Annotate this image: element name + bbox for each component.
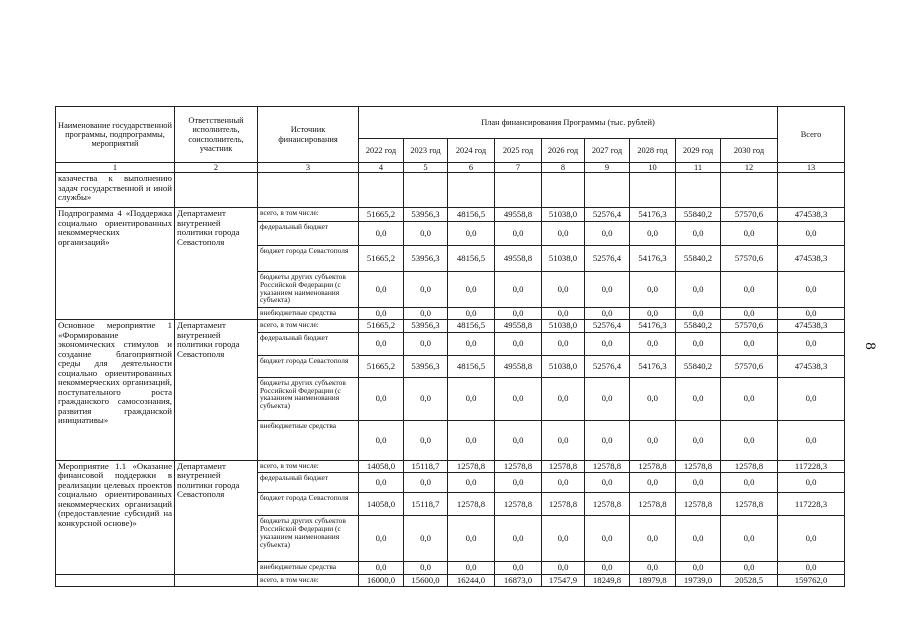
empty-cell	[778, 173, 845, 208]
year-value: 51038,0	[542, 208, 585, 222]
funding-source: всего, в том числе:	[258, 208, 359, 222]
year-value: 12578,8	[676, 460, 721, 472]
year-value: 57570,6	[721, 246, 778, 272]
year-value: 0,0	[585, 308, 630, 320]
empty-cell	[495, 173, 542, 208]
year-value: 54176,3	[630, 246, 676, 272]
header-responsible: Ответственный исполнитель, соисполнитель, участник	[175, 107, 258, 163]
year-value: 0,0	[359, 516, 404, 562]
header-year: 2029 год	[676, 139, 721, 163]
year-value: 0,0	[448, 222, 495, 246]
year-value: 49558,8	[495, 208, 542, 222]
year-value: 51038,0	[542, 246, 585, 272]
year-value: 0,0	[448, 332, 495, 355]
year-value: 0,0	[630, 308, 676, 320]
year-value: 15118,7	[404, 493, 448, 516]
funding-source: внебюджетные средства	[258, 420, 359, 460]
year-value: 0,0	[495, 272, 542, 308]
year-value: 20528,5	[721, 574, 778, 586]
year-value: 0,0	[495, 516, 542, 562]
year-value: 0,0	[630, 272, 676, 308]
year-value: 15118,7	[404, 460, 448, 472]
year-value: 51665,2	[359, 246, 404, 272]
empty-cell	[175, 574, 258, 586]
year-value: 53956,3	[404, 246, 448, 272]
year-value: 0,0	[542, 332, 585, 355]
header-source: Источник финансирования	[258, 107, 359, 163]
empty-cell	[630, 173, 676, 208]
responsible-executor: Департамент внутренней политики города Севастополя	[175, 320, 258, 460]
year-value: 0,0	[495, 562, 542, 574]
year-value: 57570,6	[721, 355, 778, 377]
year-value: 0,0	[542, 516, 585, 562]
year-value: 0,0	[630, 516, 676, 562]
column-index: 4	[359, 163, 404, 173]
total-value: 0,0	[778, 222, 845, 246]
year-value: 0,0	[404, 308, 448, 320]
total-value: 474538,3	[778, 320, 845, 332]
year-value: 54176,3	[630, 320, 676, 332]
year-value: 12578,8	[585, 493, 630, 516]
column-index: 7	[495, 163, 542, 173]
year-value: 54176,3	[630, 355, 676, 377]
year-value: 12578,8	[448, 460, 495, 472]
year-value: 0,0	[359, 377, 404, 420]
year-value: 0,0	[630, 562, 676, 574]
column-index: 2	[175, 163, 258, 173]
empty-cell	[404, 173, 448, 208]
year-value: 0,0	[359, 222, 404, 246]
year-value: 0,0	[676, 272, 721, 308]
empty-cell	[721, 173, 778, 208]
financing-table	[55, 106, 845, 587]
year-value: 0,0	[585, 516, 630, 562]
funding-source: бюджеты других субъектов Российской Федерации (с указанием наименования субъекта)	[258, 516, 359, 562]
table-row	[56, 460, 845, 472]
header-plan: План финансирования Программы (тыс. рублей)	[359, 107, 778, 139]
empty-cell	[448, 173, 495, 208]
year-value: 49558,8	[495, 320, 542, 332]
header-year: 2028 год	[630, 139, 676, 163]
table-row	[56, 320, 845, 332]
total-value: 159762,0	[778, 574, 845, 586]
year-value: 12578,8	[721, 493, 778, 516]
year-value: 53956,3	[404, 208, 448, 222]
funding-source: всего, в том числе:	[258, 460, 359, 472]
year-value: 55840,2	[676, 246, 721, 272]
year-value: 0,0	[721, 562, 778, 574]
total-value: 117228,3	[778, 460, 845, 472]
header-year: 2023 год	[404, 139, 448, 163]
empty-cell	[175, 173, 258, 208]
total-value: 0,0	[778, 420, 845, 460]
funding-source: бюджеты других субъектов Российской Федерации (с указанием наименования субъекта)	[258, 377, 359, 420]
year-value: 0,0	[404, 272, 448, 308]
year-value: 16244,0	[448, 574, 495, 586]
year-value: 18249,8	[585, 574, 630, 586]
program-name: Основное мероприятие 1 «Формирование экономических стимулов и создание благоприятной среды для деятельности социально ориентированных некоммерческих организаций, поступательного роста гражданского самосознания, развития гражданской инициативы»	[56, 320, 175, 460]
year-value: 0,0	[721, 473, 778, 493]
table-row	[56, 574, 845, 586]
year-value: 0,0	[404, 562, 448, 574]
year-value: 14058,0	[359, 460, 404, 472]
year-value: 0,0	[676, 222, 721, 246]
year-value: 12578,8	[721, 460, 778, 472]
year-value: 18979,8	[630, 574, 676, 586]
funding-source: бюджет города Севастополя	[258, 246, 359, 272]
carryover-name: казачества к выполнению задач государственной и иной службы»	[56, 173, 175, 208]
year-value: 0,0	[448, 562, 495, 574]
year-value: 0,0	[404, 420, 448, 460]
year-value: 0,0	[630, 222, 676, 246]
year-value: 15600,0	[404, 574, 448, 586]
year-value: 0,0	[542, 473, 585, 493]
funding-source: внебюджетные средства	[258, 562, 359, 574]
year-value: 0,0	[721, 377, 778, 420]
header-year: 2027 год	[585, 139, 630, 163]
funding-source: внебюджетные средства	[258, 308, 359, 320]
year-value: 55840,2	[676, 208, 721, 222]
year-value: 54176,3	[630, 208, 676, 222]
total-value: 0,0	[778, 473, 845, 493]
year-value: 0,0	[630, 473, 676, 493]
funding-source: всего, в том числе:	[258, 574, 359, 586]
year-value: 51665,2	[359, 208, 404, 222]
year-value: 0,0	[404, 473, 448, 493]
year-value: 0,0	[585, 272, 630, 308]
year-value: 0,0	[542, 272, 585, 308]
year-value: 0,0	[542, 308, 585, 320]
funding-source: федеральный бюджет	[258, 222, 359, 246]
year-value: 49558,8	[495, 355, 542, 377]
table-row	[56, 208, 845, 222]
year-value: 0,0	[542, 377, 585, 420]
year-value: 0,0	[448, 473, 495, 493]
year-value: 12578,8	[676, 493, 721, 516]
program-name: Мероприятие 1.1 «Оказание финансовой поддержки в реализации целевых проектов социально ориентированных некоммерческих организаций (предоставление субсидий на конкурсной основе)»	[56, 460, 175, 574]
responsible-executor: Департамент внутренней политики города Севастополя	[175, 460, 258, 574]
year-value: 48156,5	[448, 355, 495, 377]
total-value: 0,0	[778, 272, 845, 308]
year-value: 0,0	[630, 377, 676, 420]
header-year: 2025 год	[495, 139, 542, 163]
year-value: 0,0	[359, 332, 404, 355]
year-value: 52576,4	[585, 208, 630, 222]
column-index: 1	[56, 163, 175, 173]
empty-cell	[258, 173, 359, 208]
year-value: 0,0	[676, 377, 721, 420]
year-value: 0,0	[721, 272, 778, 308]
year-value: 0,0	[448, 308, 495, 320]
year-value: 48156,5	[448, 246, 495, 272]
year-value: 0,0	[630, 420, 676, 460]
funding-source: всего, в том числе:	[258, 320, 359, 332]
year-value: 55840,2	[676, 320, 721, 332]
year-value: 51038,0	[542, 355, 585, 377]
header-year: 2030 год	[721, 139, 778, 163]
year-value: 12578,8	[495, 493, 542, 516]
year-value: 12578,8	[495, 460, 542, 472]
year-value: 48156,5	[448, 320, 495, 332]
column-index: 5	[404, 163, 448, 173]
column-index: 13	[778, 163, 845, 173]
column-index: 3	[258, 163, 359, 173]
total-value: 0,0	[778, 516, 845, 562]
funding-source: бюджет города Севастополя	[258, 355, 359, 377]
year-value: 0,0	[721, 420, 778, 460]
funding-source: федеральный бюджет	[258, 473, 359, 493]
year-value: 0,0	[495, 308, 542, 320]
year-value: 12578,8	[585, 460, 630, 472]
year-value: 0,0	[676, 420, 721, 460]
year-value: 0,0	[585, 562, 630, 574]
table-row	[56, 173, 845, 208]
total-value: 0,0	[778, 562, 845, 574]
year-value: 0,0	[585, 420, 630, 460]
total-value: 474538,3	[778, 246, 845, 272]
year-value: 0,0	[676, 332, 721, 355]
year-value: 0,0	[359, 473, 404, 493]
year-value: 0,0	[721, 308, 778, 320]
column-index: 6	[448, 163, 495, 173]
year-value: 0,0	[721, 332, 778, 355]
empty-cell	[359, 173, 404, 208]
year-value: 0,0	[448, 516, 495, 562]
total-value: 0,0	[778, 332, 845, 355]
year-value: 52576,4	[585, 320, 630, 332]
year-value: 0,0	[359, 308, 404, 320]
year-value: 57570,6	[721, 320, 778, 332]
year-value: 53956,3	[404, 355, 448, 377]
empty-cell	[542, 173, 585, 208]
column-index: 8	[542, 163, 585, 173]
year-value: 0,0	[495, 377, 542, 420]
year-value: 52576,4	[585, 246, 630, 272]
year-value: 0,0	[721, 222, 778, 246]
year-value: 55840,2	[676, 355, 721, 377]
year-value: 57570,6	[721, 208, 778, 222]
year-value: 0,0	[585, 473, 630, 493]
funding-source: федеральный бюджет	[258, 332, 359, 355]
year-value: 0,0	[585, 377, 630, 420]
year-value: 0,0	[404, 332, 448, 355]
year-value: 0,0	[495, 332, 542, 355]
year-value: 0,0	[404, 377, 448, 420]
year-value: 51665,2	[359, 320, 404, 332]
year-value: 12578,8	[630, 460, 676, 472]
year-value: 14058,0	[359, 493, 404, 516]
empty-cell	[56, 574, 175, 586]
column-index: 10	[630, 163, 676, 173]
year-value: 0,0	[676, 516, 721, 562]
year-value: 0,0	[542, 222, 585, 246]
year-value: 0,0	[721, 516, 778, 562]
year-value: 19739,0	[676, 574, 721, 586]
total-value: 474538,3	[778, 208, 845, 222]
year-value: 0,0	[542, 420, 585, 460]
year-value: 12578,8	[448, 493, 495, 516]
header-name: Наименование государственной программы, подпрограммы, мероприятий	[56, 107, 175, 163]
year-value: 0,0	[495, 222, 542, 246]
responsible-executor: Департамент внутренней политики города Севастополя	[175, 208, 258, 320]
year-value: 0,0	[359, 420, 404, 460]
header-year: 2024 год	[448, 139, 495, 163]
year-value: 16000,0	[359, 574, 404, 586]
year-value: 52576,4	[585, 355, 630, 377]
year-value: 0,0	[404, 222, 448, 246]
column-index: 12	[721, 163, 778, 173]
year-value: 0,0	[448, 377, 495, 420]
year-value: 0,0	[359, 272, 404, 308]
year-value: 0,0	[359, 562, 404, 574]
year-value: 12578,8	[542, 460, 585, 472]
year-value: 0,0	[448, 272, 495, 308]
empty-cell	[585, 173, 630, 208]
total-value: 117228,3	[778, 493, 845, 516]
year-value: 0,0	[495, 420, 542, 460]
year-value: 0,0	[542, 562, 585, 574]
year-value: 0,0	[585, 222, 630, 246]
total-value: 0,0	[778, 308, 845, 320]
header-total: Всего	[778, 107, 845, 163]
year-value: 17547,9	[542, 574, 585, 586]
year-value: 0,0	[404, 516, 448, 562]
year-value: 12578,8	[542, 493, 585, 516]
year-value: 0,0	[630, 332, 676, 355]
total-value: 474538,3	[778, 355, 845, 377]
funding-source: бюджеты других субъектов Российской Федерации (с указанием наименования субъекта)	[258, 272, 359, 308]
year-value: 51038,0	[542, 320, 585, 332]
year-value: 48156,5	[448, 208, 495, 222]
column-index: 11	[676, 163, 721, 173]
year-value: 16873,0	[495, 574, 542, 586]
year-value: 12578,8	[630, 493, 676, 516]
program-name: Подпрограмма 4 «Поддержка социально ориентированных некоммерческих организаций»	[56, 208, 175, 320]
year-value: 0,0	[676, 473, 721, 493]
page-number: 8	[862, 342, 878, 350]
year-value: 0,0	[676, 308, 721, 320]
year-value: 51665,2	[359, 355, 404, 377]
year-value: 0,0	[676, 562, 721, 574]
empty-cell	[676, 173, 721, 208]
year-value: 49558,8	[495, 246, 542, 272]
header-year: 2022 год	[359, 139, 404, 163]
funding-source: бюджет города Севастополя	[258, 493, 359, 516]
year-value: 0,0	[585, 332, 630, 355]
total-value: 0,0	[778, 377, 845, 420]
year-value: 0,0	[495, 473, 542, 493]
header-year: 2026 год	[542, 139, 585, 163]
column-index: 9	[585, 163, 630, 173]
year-value: 53956,3	[404, 320, 448, 332]
year-value: 0,0	[448, 420, 495, 460]
